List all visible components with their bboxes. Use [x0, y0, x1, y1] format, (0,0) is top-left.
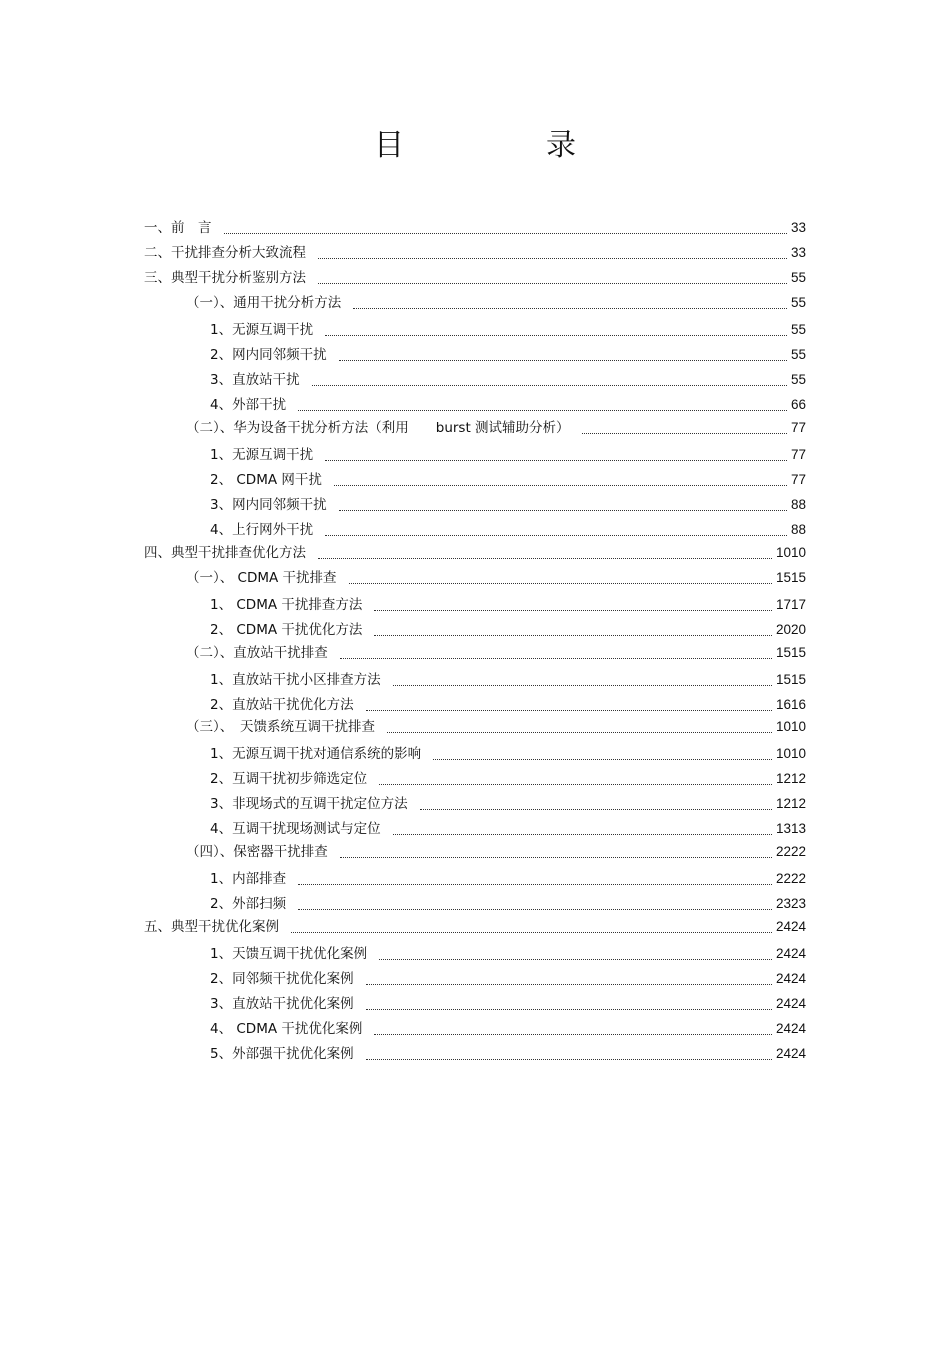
toc-entry-label: （三）、 天馈系统互调干扰排查	[186, 719, 375, 735]
toc-entry-page-number: 1515	[775, 672, 806, 687]
toc-entry[interactable]	[210, 944, 806, 964]
toc-entry-page-number: 2424	[775, 996, 806, 1011]
toc-entry[interactable]	[210, 794, 806, 814]
toc-entry[interactable]	[210, 320, 806, 340]
dot-leader	[393, 833, 772, 835]
dot-leader	[298, 883, 772, 885]
toc-entry-label: 1、无源互调干扰	[210, 447, 314, 463]
toc-entry[interactable]	[210, 520, 806, 540]
toc-entry[interactable]	[210, 620, 806, 640]
dot-leader	[340, 657, 772, 659]
toc-entry-page-number: 33	[790, 220, 806, 235]
toc-entry-label: 3、网内同邻频干扰	[210, 497, 327, 513]
toc-entry-page-number: 2424	[775, 1046, 806, 1061]
toc-entry[interactable]	[210, 969, 806, 989]
toc-entry-label: 4、上行网外干扰	[210, 522, 314, 538]
toc-entry-label: （二）、直放站干扰排查	[186, 645, 328, 661]
toc-entry-label: 3、非现场式的互调干扰定位方法	[210, 796, 408, 812]
toc-entry[interactable]	[186, 643, 806, 663]
toc-entry[interactable]	[210, 869, 806, 889]
dot-leader	[374, 609, 772, 611]
toc-entry-page-number: 77	[790, 447, 806, 462]
toc-entry-label: 5、外部强干扰优化案例	[210, 1046, 354, 1062]
toc-entry-page-number: 2424	[775, 919, 806, 934]
toc-entry[interactable]	[210, 894, 806, 914]
dot-leader	[379, 958, 772, 960]
toc-entry-label: 1、直放站干扰小区排查方法	[210, 672, 381, 688]
toc-entry-label: 2、网内同邻频干扰	[210, 347, 327, 363]
toc-entry-page-number: 55	[790, 347, 806, 362]
dot-leader	[349, 582, 772, 584]
toc-entry-page-number: 55	[790, 372, 806, 387]
toc-entry-label: 4、 CDMA 干扰优化案例	[210, 1021, 363, 1037]
dot-leader	[340, 856, 772, 858]
toc-entry-page-number: 55	[790, 322, 806, 337]
dot-leader	[433, 758, 772, 760]
toc-entry-page-number: 2222	[775, 844, 806, 859]
toc-entry-page-number: 77	[790, 472, 806, 487]
toc-entry-label: 1、无源互调干扰对通信系统的影响	[210, 746, 422, 762]
toc-entry[interactable]	[186, 568, 806, 588]
dot-leader	[291, 931, 772, 933]
toc-entry-page-number: 77	[790, 420, 806, 435]
toc-entry-page-number: 2323	[775, 896, 806, 911]
dot-leader	[325, 534, 787, 536]
toc-entry-label: 4、外部干扰	[210, 397, 287, 413]
toc-entry-page-number: 1010	[775, 545, 806, 560]
toc-entry[interactable]	[144, 917, 806, 937]
dot-leader	[387, 731, 772, 733]
dot-leader	[224, 232, 787, 234]
toc-entry-label: 2、直放站干扰优化方法	[210, 697, 354, 713]
toc-entry-page-number: 1515	[775, 570, 806, 585]
toc-entry[interactable]	[210, 994, 806, 1014]
toc-entry-page-number: 1313	[775, 821, 806, 836]
toc-entry[interactable]	[210, 670, 806, 690]
dot-leader	[374, 634, 772, 636]
toc-entry-page-number: 1010	[775, 719, 806, 734]
toc-entry-label: 1、内部排查	[210, 871, 287, 887]
toc-entry-page-number: 55	[790, 295, 806, 310]
dot-leader	[582, 432, 787, 434]
toc-entry-label: 2、外部扫频	[210, 896, 287, 912]
dot-leader	[318, 282, 787, 284]
toc-entry[interactable]	[186, 717, 806, 737]
toc-entry-label: 3、直放站干扰优化案例	[210, 996, 354, 1012]
toc-entry-label: 一、前 言	[144, 220, 212, 236]
toc-entry[interactable]	[210, 470, 806, 490]
toc-entry-label: 四、典型干扰排查优化方法	[144, 545, 306, 561]
toc-entry-page-number: 88	[790, 497, 806, 512]
toc-entry[interactable]	[144, 243, 806, 263]
toc-entry-label: 2、 CDMA 干扰优化方法	[210, 622, 363, 638]
page-title: 目 录	[374, 128, 632, 163]
dot-leader	[366, 1008, 772, 1010]
dot-leader	[325, 334, 787, 336]
dot-leader	[366, 709, 772, 711]
toc-entry-page-number: 55	[790, 270, 806, 285]
toc-entry[interactable]	[186, 293, 806, 313]
toc-entry-page-number: 2424	[775, 946, 806, 961]
toc-entry-page-number: 2020	[775, 622, 806, 637]
toc-entry-label: （一）、 CDMA 干扰排查	[186, 570, 337, 586]
toc-entry[interactable]	[210, 1044, 806, 1064]
dot-leader	[298, 409, 787, 411]
toc-entry[interactable]	[144, 218, 806, 238]
toc-entry-label: （四）、保密器干扰排查	[186, 844, 328, 860]
dot-leader	[366, 1058, 772, 1060]
toc-entry-label: 2、 CDMA 网干扰	[210, 472, 322, 488]
toc-entry-page-number: 88	[790, 522, 806, 537]
dot-leader	[420, 808, 772, 810]
toc-entry[interactable]	[144, 543, 806, 563]
toc-entry[interactable]	[210, 595, 806, 615]
toc-entry-label: 三、典型干扰分析鉴别方法	[144, 270, 306, 286]
toc-entry-page-number: 1515	[775, 645, 806, 660]
toc-entry-page-number: 66	[790, 397, 806, 412]
toc-entry-page-number: 1616	[775, 697, 806, 712]
dot-leader	[318, 257, 787, 259]
dot-leader	[334, 484, 787, 486]
toc-entry-label: 2、互调干扰初步筛选定位	[210, 771, 368, 787]
dot-leader	[374, 1033, 772, 1035]
toc-entry-page-number: 1212	[775, 796, 806, 811]
dot-leader	[379, 783, 772, 785]
toc-entry[interactable]	[210, 395, 806, 415]
toc-entry-page-number: 1717	[775, 597, 806, 612]
toc-entry-label: 2、同邻频干扰优化案例	[210, 971, 354, 987]
toc-entry[interactable]	[210, 769, 806, 789]
toc-entry-page-number: 2424	[775, 971, 806, 986]
toc-entry-page-number: 33	[790, 245, 806, 260]
toc-entry-label: 1、 CDMA 干扰排查方法	[210, 597, 363, 613]
dot-leader	[312, 384, 787, 386]
dot-leader	[298, 908, 772, 910]
toc-entry[interactable]	[210, 445, 806, 465]
toc-entry-label: 二、干扰排查分析大致流程	[144, 245, 306, 261]
toc-entry-label: 1、天馈互调干扰优化案例	[210, 946, 368, 962]
toc-entry-label: 4、互调干扰现场测试与定位	[210, 821, 381, 837]
dot-leader	[353, 307, 787, 309]
toc-entry-page-number: 2424	[775, 1021, 806, 1036]
toc-entry-label: （二）、华为设备干扰分析方法（利用 burst 测试辅助分析）	[186, 420, 570, 436]
dot-leader	[366, 983, 772, 985]
toc-entry[interactable]	[144, 268, 806, 288]
dot-leader	[325, 459, 787, 461]
toc-entry[interactable]	[210, 370, 806, 390]
toc-entry-label: 3、直放站干扰	[210, 372, 300, 388]
dot-leader	[339, 509, 787, 511]
toc-entry[interactable]	[210, 744, 806, 764]
dot-leader	[339, 359, 787, 361]
dot-leader	[318, 557, 772, 559]
toc-entry[interactable]	[186, 842, 806, 862]
toc-entry[interactable]	[186, 418, 806, 438]
toc-entry-page-number: 1010	[775, 746, 806, 761]
toc-entry[interactable]	[210, 345, 806, 365]
toc-entry-label: 五、典型干扰优化案例	[144, 919, 279, 935]
dot-leader	[393, 684, 772, 686]
toc-entry-page-number: 1212	[775, 771, 806, 786]
toc-entry-label: （一）、通用干扰分析方法	[186, 295, 342, 311]
toc-entry[interactable]	[210, 1019, 806, 1039]
toc-entry[interactable]	[210, 819, 806, 839]
toc-entry[interactable]	[210, 695, 806, 715]
toc-entry-page-number: 2222	[775, 871, 806, 886]
toc-entry[interactable]	[210, 495, 806, 515]
toc-entry-label: 1、无源互调干扰	[210, 322, 314, 338]
